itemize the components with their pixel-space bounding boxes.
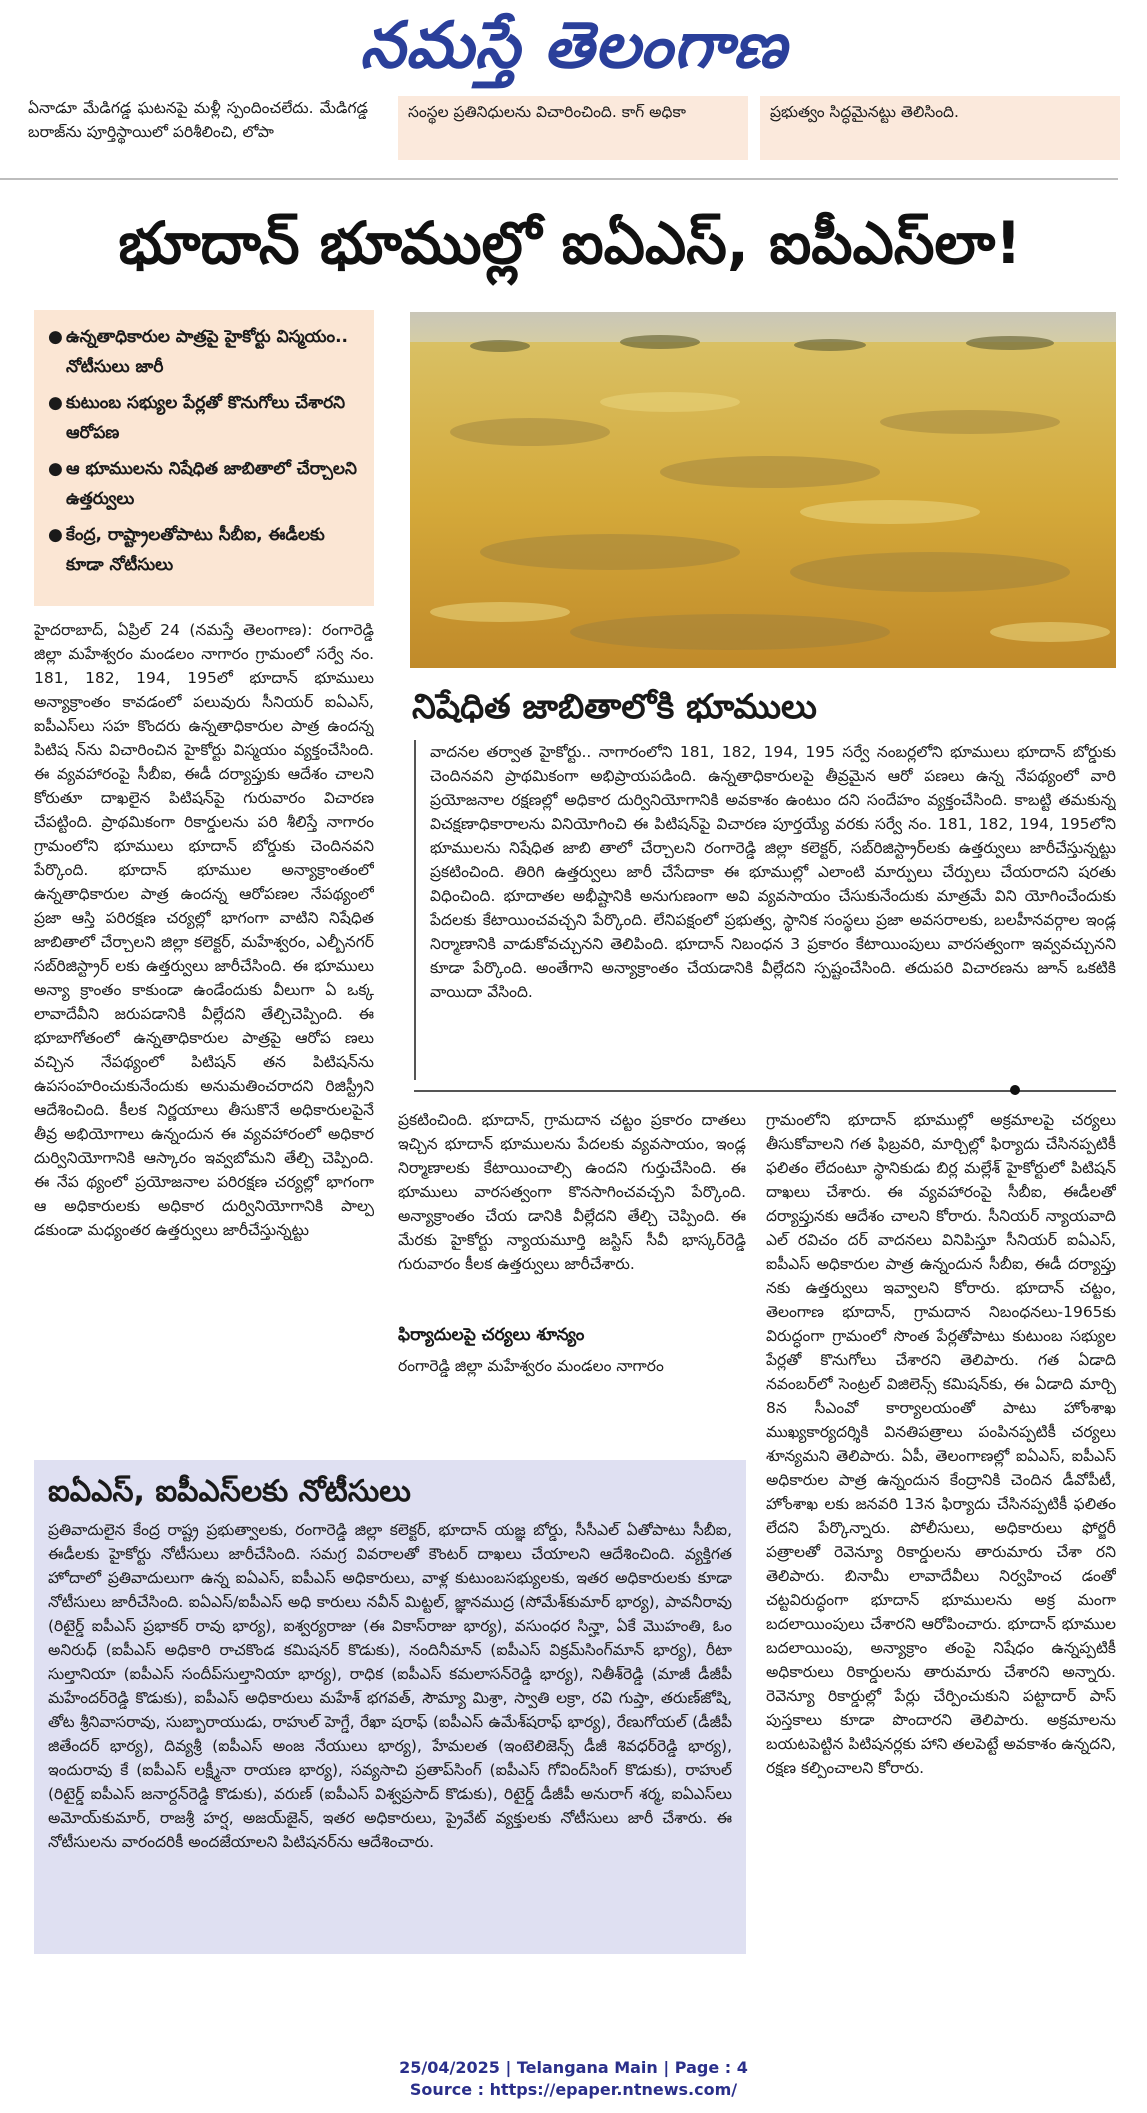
article-column-1: హైదరాబాద్, ఏప్రిల్ 24 (నమస్తే తెలంగాణ): రంగారెడ్డి జిల్లా మహేశ్వరం మండలం నాగారం గ్రామంలో సర్వే నం. 181, 182, 194, 195లో భూదాన్ భూములు అన్యాక్రాంతం కావడంలో పలువురు సీనియర్ ఐఏఎస్, ఐపీఎస్‌లు సహ కొందరు ఉన్నతాధికారుల పాత్ర ఉందన్న పిటిష న్‌ను విచారించిన హైకోర్టు విస్మయం వ్యక్తంచేసింది. ఈ వ్యవహారంపై సీబీఐ, ఈడీ దర్యాప్తుకు ఆదేశం చాలని కోరుతూ దాఖలైన పిటిషన్‌పై గురువారం విచారణ చేపట్టింది. ప్రాథమికంగా రికార్డులను పరి శీలిస్తే నాగారం గ్రామంలోని భూములు భూదాన్ బోర్డుకు చెందినవని పేర్కొంది. భూదాన్ భూముల అన్యాక్రాంతంలో ఉన్నతాధికారుల పాత్ర ఉందన్న ఆరోపణల నేపథ్యంలో ప్రజా ఆస్తి పరిరక్షణ చర్యల్లో భాగంగా వాటిని నిషేధిత జాబితాలో చేర్చాలని జిల్లా కలెక్టర్, మహేశ్వరం, ఎల్బీనగర్ సబ్‌రిజిస్ట్రార్‌ లకు ఉత్తర్వులు జారీచేసింది. ఈ భూములు అన్యా క్రాంతం కాకుండా ఉండేందుకు వీలుగా ఏ ఒక్క లావాదేవీని జరుపడానికి వీల్లేదని తేల్చిచెప్పింది. ఈ భూబాగోతంలో ఉన్నతాధికారుల పాత్రపై ఆరోప ణలు వచ్చిన నేపథ్యంలో పిటిషన్ తన పిటిషన్‌ను ఉపసంహరించుకునేందుకు అనుమతించరాదని రిజిస్ట్రీని ఆదేశించింది. కీలక నిర్ణయాలు తీసుకొనే అధికారులపైనే తీవ్ర అభియోగాలు ఉన్నందున ఈ వ్యవహారంలో అధికార దుర్వినియోగానికి ఆస్కారం ఇవ్వబోమని తేల్చి చెప్పింది. ఈ నేప థ్యంలో ప్రయోజనాల పరిరక్షణ చర్యల్లో భాగంగా ఆ అధికారులకు అధికార దుర్వినియోగానికి పాల్ప డకుండా మధ్యంతర ఉత్తర్వులు జారీచేస్తున్నట్టు [34, 621, 374, 1239]
highlight-item: ● ఉన్నతాధికారుల పాత్రపై హైకోర్టు విస్మయం.. నోటీసులు జారీ [48, 322, 360, 382]
bullet-icon: ● [48, 459, 63, 479]
footer-date-page: 25/04/2025 | Telangana Main | Page : 4 [399, 2058, 748, 2077]
highlight-item: ● కుటుంబ సభ్యుల పేర్లతో కొనుగోలు చేశారని ఆరోపణ [48, 388, 360, 448]
article-headline: భూదాన్ భూముల్లో ఐఏఎస్, ఐపీఎస్‌లా! [118, 209, 1022, 277]
article-column-2: ప్రకటించింది. భూదాన్, గ్రామదాన చట్టం ప్రకారం దాతలు ఇచ్చిన భూదాన్ భూములను పేదలకు వ్యవసాయం, ఇండ్ల నిర్మాణాలకు కేటాయించాల్సి ఉందని గుర్తుచేసింది. ఈ భూములు వారసత్వంగా కొనసాగించవచ్చని పేర్కొంది. అన్యాక్రాంతం చేయ డానికి వీల్లేదని తేల్చి చెప్పింది. ఈ మేరకు హైకోర్టు న్యాయమూర్తి జస్టిస్ సీవీ భాస్కర్‌రెడ్డి గురువారం కీలక ఉత్తర్వులు జారీచేశారు. [398, 1111, 746, 1273]
divider-dot-icon [1010, 1085, 1020, 1095]
notices-box [34, 1460, 746, 1954]
article-column-3: గ్రామంలోని భూదాన్ భూముల్లో అక్రమాలపై చర్యలు తీసుకోవాలని గత ఫిబ్రవరి, మార్చిల్లో ఫిర్యాదు చేసినప్పటికీ ఫలితం లేదంటూ స్థానికుడు బిర్ల మల్లేశ్ హైకోర్టులో పిటిషన్ దాఖలు చేశారు. ఈ వ్యవహారంపై సీబీఐ, ఈడీలతో దర్యాప్తునకు ఆదేశం చాలని కోరారు. సీనియర్ న్యాయవాది ఎల్ రవిచం దర్ వాదనలు వినిపిస్తూ సీనియర్ ఐఏఎస్, ఐపీఎస్ అధికారుల పాత్ర ఉన్నందున సీబీఐ, ఈడీ దర్యాప్తు నకు ఉత్తర్వులు ఇవ్వాలని కోరారు. భూదాన్ చట్టం, తెలంగాణ భూదాన్, గ్రామదాన నిబంధనలు-1965కు విరుద్ధంగా గ్రామంలో సొంత పేర్లతోపాటు కుటుంబ సభ్యుల పేర్లతో కొనుగోలు చేశారని తెలిపారు. గత ఏడాది నవంబర్‌లో సెంట్రల్ విజిలెన్స్ కమిషన్‌కు, ఈ ఏడాది మార్చి 8న సీఎంవో కార్యాలయంతో పాటు హోంశాఖ ముఖ్యకార్యదర్శికి వినతిపత్రాలు పంపినప్పటికీ చర్యలు శూన్యమని తెలిపారు. ఏపీ, తెలంగాణల్లో ఐఏఎస్, ఐపీఎస్ అధికారుల పాత్ర ఉన్నందున కేంద్రానికి చెందిన డీవోపీటీ, హోంశాఖ లకు జనవరి 13న ఫిర్యాదు చేసినప్పటికీ ఫలితం లేదని పేర్కొన్నారు. పోలీసులు, అధికారులు ఫోర్జరీ పత్రాలతో రెవెన్యూ రికార్డులను తారుమారు చేశా రని తెలిపారు. బినామీ లావాదేవీలు నిర్వహించ డంతో చట్టవిరుద్ధంగా భూదాన్ భూములను అక్ర మంగా బదలాయింపులు చేశారని ఆరోపించారు. భూదాన్ భూముల బదలాయింపు, అన్యాక్రాం తంపై నిషేధం ఉన్నప్పటికీ అధికారులు రికార్డులను తారుమారు చేశారని అన్నారు. రెవెన్యూ రికార్డుల్లో పేర్లు చేర్పించుకుని పట్టాదార్ పాస్ పుస్తకాలు కూడా పొందారని తెలిపారు. అక్రమాలను బయటపెట్టిన పిటిషనర్లకు హాని తలపెట్టే అవకాశం ఉన్నదని, రక్షణ కల్పించాలని కోరారు. [766, 1111, 1116, 1777]
bullet-icon: ● [48, 327, 63, 347]
article-column-2-continued: రంగారెడ్డి జిల్లా మహేశ్వరం మండలం నాగారం [398, 1357, 664, 1375]
highlight-item: ● కేంద్ర, రాష్ట్రాలతోపాటు సీబీఐ, ఈడీలకు కూడా నోటీసులు [48, 520, 360, 580]
top-strip-middle-text: సంస్థల ప్రతినిధులను విచారించింది. కాగ్ అధికా [398, 96, 748, 160]
notices-box-text: ప్రతివాదులైన కేంద్ర రాష్ట్ర ప్రభుత్వాలకు, రంగారెడ్డి జిల్లా కలెక్టర్, భూదాన్ యజ్ఞ బోర్డు, సీసీఎల్ ఏతోపాటు సీబీఐ, ఈడీలకు హైకోర్టు నోటీసులు జారీచేసింది. సమగ్ర వివరాలతో కౌంటర్ దాఖలు చేయాలని ఆదేశించింది. వ్యక్తిగత హోదాలో ప్రతివాదులుగా ఉన్న ఐఏఎస్, ఐపీఎస్ అధికారులు, వాళ్ల కుటుంబసభ్యులకు, ఇతర అధికారులకు కూడా నోటీసులు జారీచేసింది. ఐఏఎస్/ఐపీఎస్ అధి కారులు నవీన్ మిట్టల్, జ్ఞానముద్ర (సోమేశ్‌కుమార్ భార్య), పావనీరావు (రిటైర్డ్ ఐపీఎస్ ప్రభాకర్ రావు భార్య), ఐశ్వర్యరాజు (ఈ వికాస్‌రాజు భార్య), వసుంధర సిన్హా, ఏకే మొహంతి, ఓం అనిరుధ్ (ఐపీఎస్ అధికారి రాచకొండ కమిషనర్ కొడుకు), నందినీమాన్ (ఐపీఎస్ విక్రమ్‌సింగ్‌మాన్ భార్య), రీటా సుల్తానియా (ఐపీఎస్ సందీప్‌సుల్తానియా భార్య), రాధిక (ఐపీఎస్ కమలాసన్‌రెడ్డి భార్య), నితీశ్‌రెడ్డి (మాజీ డీజీపీ మహేందర్‌రెడ్డి కొడుకు), ఐపీఎస్ అధికారులు మహేశ్ భగవత్, సౌమ్యా మిశ్రా, స్వాతి లక్రా, రవి గుప్తా, తరుణ్‌జోషి, తోట శ్రీనివాసరావు, సుబ్బారాయుడు, రాహుల్ హెగ్డే, రేఖా షరాఫ్ (ఐపీఎస్ ఉమేశ్‌షరాఫ్ భార్య), రేణుగోయల్ (డీజీపీ జితేందర్ భార్య), దివ్యశ్రీ (ఐపీఎస్ అంజ నేయులు భార్య), హేమలత (ఇంటెలిజెన్స్ డీజీ శివధర్‌రెడ్డి భార్య), ఇందురావు కే (ఐపీఎస్ లక్ష్మీనా రాయణ భార్య), సవ్యసాచి ప్రతాప్‌సింగ్ (ఐపీఎస్ గోవింద్‌సింగ్ కొడుకు), రాహుల్ (రిటైర్డ్ ఐపీఎస్ జనార్దన్‌రెడ్డి కొడుకు), వరుణ్ (ఐపీఎస్ విశ్వప్రసాద్ కొడుకు), రిటైర్డ్ డీజీపీ అనురాగ్ శర్మ, ఐఏఎస్‌లు అమోయ్‌కుమార్, రాజశ్రీ హర్ష, అజయ్‌జైన్, ఇతర అధికారులు, ప్రైవేట్ వ్యక్తులకు నోటీసులు జారీ చేశారు. ఈ నోటీసులను వారందరికీ అందజేయాలని పిటిషనర్‌ను ఆదేశించారు. [48, 1521, 732, 1851]
footer-source-link[interactable]: Source : https://epaper.ntnews.com/ [409, 2080, 738, 2099]
bullet-icon: ● [48, 525, 63, 545]
top-strip-right-text: ప్రభుత్వం సిద్ధమైనట్టు తెలిసింది. [760, 96, 1120, 160]
box-left-border [414, 740, 416, 1080]
top-strip-left-text: ఏనాడూ మేడిగడ్డ ఘటనపై మళ్లీ స్పందించలేదు. మేడిగడ్డ బరాజ్‌ను పూర్తిస్థాయిలో పరిశీలించి, లోపా [28, 99, 368, 141]
column-2-subheading: ఫిర్యాదులపై చర్యలు శూన్యం [398, 1325, 585, 1345]
masthead-logo: నమస్తే తెలంగాణ [359, 8, 788, 83]
bullet-icon: ● [48, 393, 63, 413]
dry-grassland-photo [410, 312, 1116, 668]
notices-box-title: ఐఏఎస్, ఐపీఎస్‌లకు నోటీసులు [48, 1474, 411, 1509]
top-divider [0, 178, 1118, 180]
photo-subheadline: నిషేధిత జాబితాలోకి భూములు [412, 687, 817, 727]
highlights-box [34, 310, 374, 606]
ruling-box-text: వాదనల తర్వాత హైకోర్టు.. నాగారంలోని 181, 182, 194, 195 సర్వే నంబర్లలోని భూములు భూదాన్ బోర్డుకు చెందినవని ప్రాథమికంగా అభిప్రాయపడింది. ఉన్నతాధికారులపై తీవ్రమైన ఆరో పణలు ఉన్న నేపథ్యంలో వారి ప్రయోజనాల రక్షణల్లో అధికార దుర్వినియోగానికి అవకాశం ఉంటుం దని సందేహం వ్యక్తంచేసింది. కాబట్టి తమకున్న విచక్షణాధికారాలను వినియోగించి ఈ పిటిషన్‌పై విచారణ పూర్తయ్యే వరకు సర్వే నం. 181, 182, 194, 195లోని భూములను నిషేధిత జాబి తాలో చేర్చాలని రంగారెడ్డి జిల్లా కలెక్టర్, సబ్‌రిజిస్ట్రార్‌లకు ఉత్తర్వులు జారీచేస్తున్నట్టు ప్రకటించింది. తిరిగి ఉత్తర్వులు జారీ చేసేదాకా ఈ భూముల్లో ఎలాంటి మార్పులు చేర్పులు చేయరాదని షరతు విధించింది. భూదాతల అభీష్టానికి అనుగుణంగా అవి వ్యవసాయం చేసుకునేందుకు మాత్రమే విని యోగించేందుకు పేదలకు కేటాయించవచ్చని పేర్కొంది. లేనిపక్షంలో ప్రభుత్వ, స్థానిక సంస్థలు ప్రజా అవసరాలకు, బలహీనవర్గాల ఇండ్ల నిర్మాణానికి వాడుకోవచ్చునని తెలిపింది. భూదాన్ నిబంధన 3 ప్రకారం కేటాయింపులు వారసత్వంగా ఇవ్వవచ్చునని కూడా పేర్కొంది. అంతేగాని అన్యాక్రాంతం చేయడానికి వీల్లేదని స్పష్టంచేసింది. తదుపరి విచారణను జూన్ ఒకటికి వాయిదా వేసింది. [430, 743, 1116, 1001]
highlight-item: ● ఆ భూములను నిషేధిత జాబితాలో చేర్చాలని ఉత్తర్వులు [48, 454, 360, 514]
